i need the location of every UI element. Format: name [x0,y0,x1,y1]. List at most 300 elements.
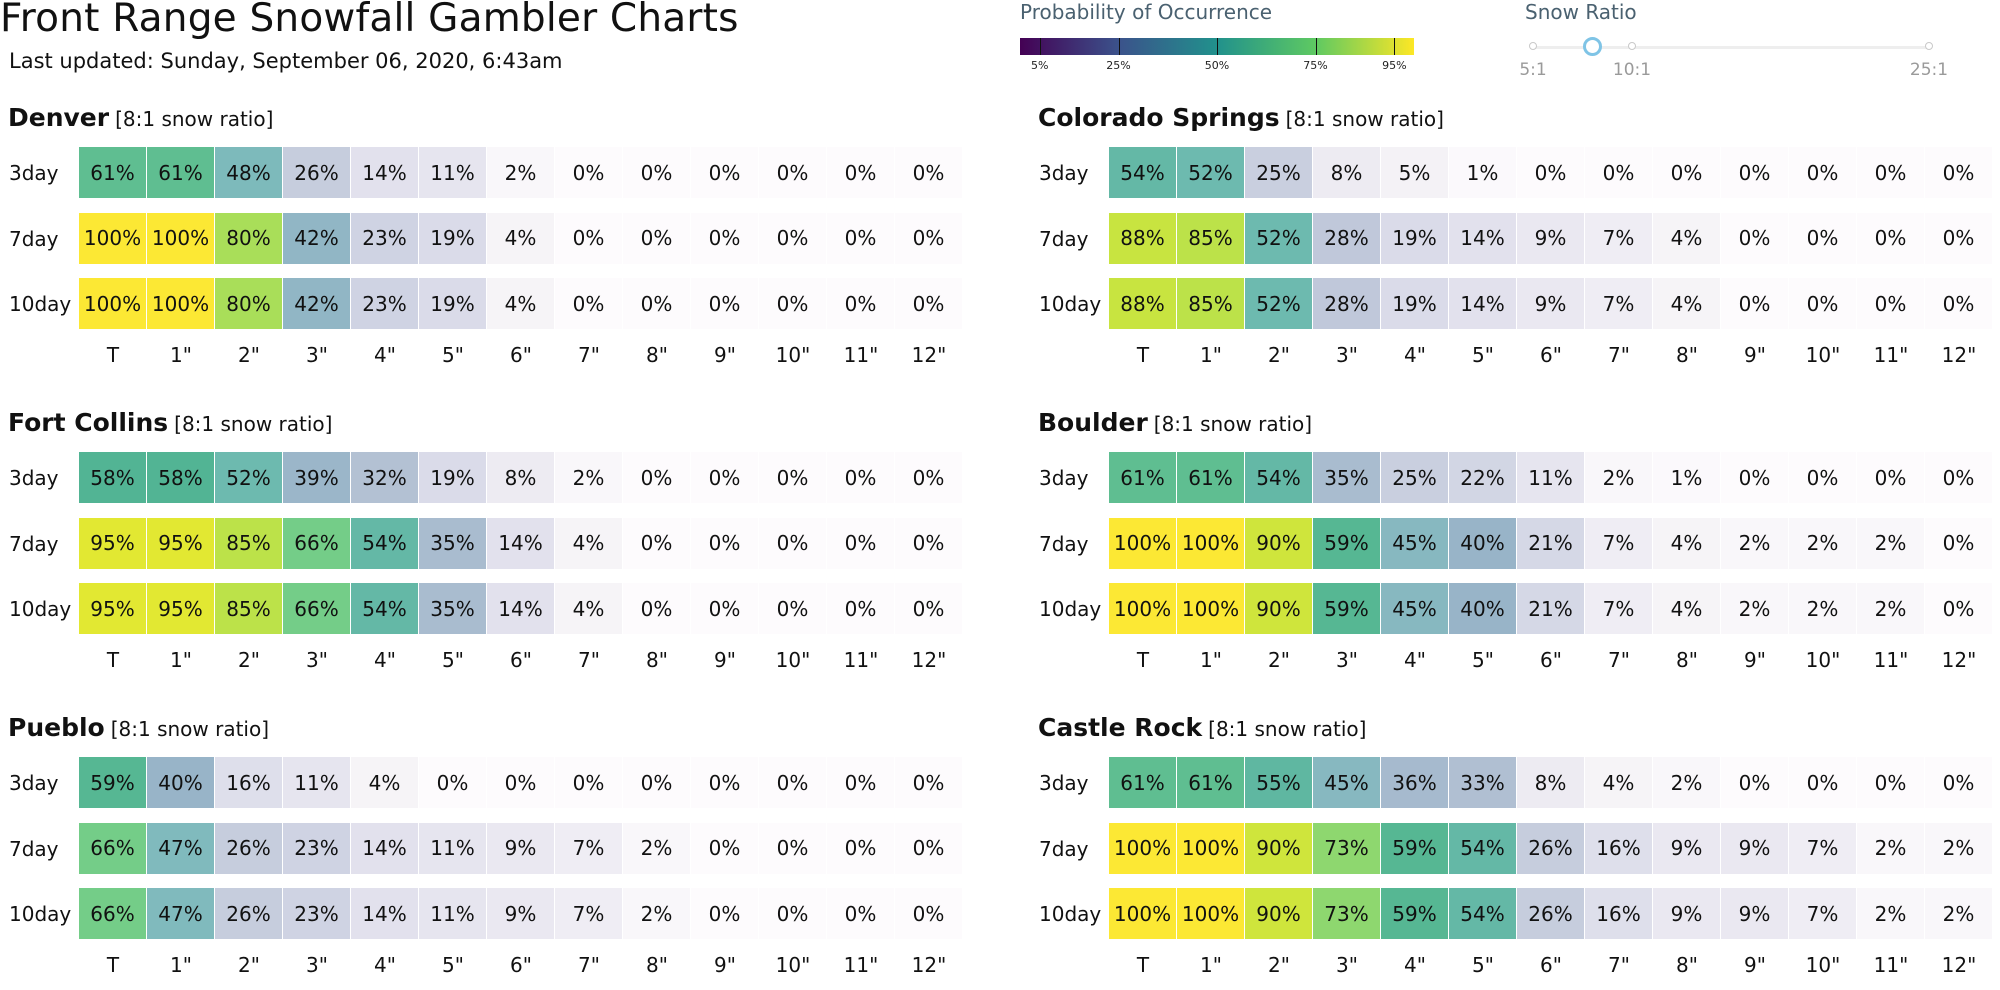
x-axis-label: 10" [1805,343,1841,367]
x-axis-label: 1" [170,343,192,367]
heatmap-cell: 0% [895,823,963,874]
heatmap-cell: 58% [79,452,147,503]
heatmap-cell: 11% [283,757,351,808]
heatmap-cell: 2% [1721,518,1789,569]
x-axis-label: 9" [1744,648,1766,672]
heatmap-cell: 14% [1449,213,1517,264]
heatmap-cell: 19% [419,213,487,264]
row-label: 10day [9,902,72,926]
heatmap-cell: 0% [1857,757,1925,808]
heatmap-cell: 85% [215,583,283,634]
heatmap-cell: 100% [147,278,215,329]
heatmap-cell: 2% [1925,823,1993,874]
x-axis-label: T [106,343,120,367]
heatmap-cell: 100% [1177,583,1245,634]
heatmap-cell: 0% [895,518,963,569]
x-axis-label: 1" [170,648,192,672]
heatmap-cell: 19% [1381,213,1449,264]
x-axis-label: 8" [1676,343,1698,367]
heatmap-cell: 100% [79,213,147,264]
heatmap-cell: 100% [1109,518,1177,569]
heatmap-cell: 8% [1517,757,1585,808]
heatmap-cell: 0% [1857,278,1925,329]
heatmap-cell: 0% [1925,757,1993,808]
heatmap-cell: 0% [691,583,759,634]
heatmap-cell: 0% [827,583,895,634]
heatmap-cell: 1% [1653,452,1721,503]
city-name: Boulder [1038,408,1148,437]
heatmap-cell: 66% [283,518,351,569]
heatmap-cell: 2% [1857,823,1925,874]
heatmap-cell: 2% [1857,518,1925,569]
heatmap-cell: 0% [895,213,963,264]
heatmap-cell: 0% [1925,518,1993,569]
page-title: Front Range Snowfall Gambler Charts [0,0,739,41]
heatmap-cell: 0% [895,278,963,329]
heatmap-cell: 61% [79,147,147,198]
heatmap-cell: 61% [1109,452,1177,503]
heatmap-cell: 2% [555,452,623,503]
heatmap-cell: 0% [555,213,623,264]
heatmap-cell: 0% [691,452,759,503]
heatmap-cell: 2% [1789,518,1857,569]
heatmap-cell: 11% [419,147,487,198]
row-label: 3day [9,161,59,185]
heatmap-cell: 35% [419,583,487,634]
heatmap-cell: 0% [827,518,895,569]
city-name: Denver [8,103,110,132]
heatmap-cell: 0% [1857,147,1925,198]
heatmap-cell: 0% [759,583,827,634]
heatmap-cell: 0% [1925,147,1993,198]
heatmap-cell: 0% [895,757,963,808]
heatmap-cell: 0% [419,757,487,808]
heatmap-cell: 8% [487,452,555,503]
x-axis-label: T [1136,343,1150,367]
x-axis-label: 2" [238,648,260,672]
city-name: Colorado Springs [1038,103,1280,132]
panel-title [8,103,273,132]
x-axis-label: 6" [1540,343,1562,367]
x-axis-label: 12" [911,343,947,367]
heatmap-cell: 61% [1177,452,1245,503]
heatmap-cell: 59% [1313,518,1381,569]
x-axis-label: 4" [1404,953,1426,977]
heatmap-cell: 40% [147,757,215,808]
row-label: 10day [1039,292,1102,316]
heatmap-cell: 0% [895,583,963,634]
heatmap-cell: 4% [1653,518,1721,569]
heatmap-cell: 4% [1653,278,1721,329]
heatmap-cell: 2% [623,888,691,939]
heatmap-cell: 2% [487,147,555,198]
x-axis-label: 8" [1676,648,1698,672]
heatmap-cell: 52% [1177,147,1245,198]
heatmap-cell: 9% [1653,888,1721,939]
heatmap-cell: 0% [827,147,895,198]
heatmap-cell: 0% [691,147,759,198]
x-axis-label: T [106,953,120,977]
heatmap-cell: 0% [759,278,827,329]
x-axis-label: 4" [374,953,396,977]
heatmap-cell: 35% [419,518,487,569]
heatmap-cell: 4% [555,518,623,569]
x-axis-label: 8" [1676,953,1698,977]
heatmap-cell: 52% [215,452,283,503]
snow-ratio-label: 5:1 [1519,60,1547,80]
heatmap-cell: 25% [1381,452,1449,503]
x-axis-label: 6" [1540,953,1562,977]
heatmap-cell: 0% [691,888,759,939]
heatmap-cell: 100% [1177,823,1245,874]
heatmap-cell: 14% [487,583,555,634]
heatmap-panel [0,610,1000,977]
row-label: 7day [1039,226,1089,251]
heatmap-cell: 0% [1925,583,1993,634]
snow-ratio-note: [8:1 snow ratio] [1285,107,1444,131]
heatmap-cell: 19% [419,278,487,329]
x-axis-label: 2" [238,953,260,977]
heatmap-cell: 14% [351,823,419,874]
heatmap-cell: 0% [623,757,691,808]
heatmap-cell: 88% [1109,278,1177,329]
heatmap-cell: 90% [1245,888,1313,939]
heatmap-cell: 45% [1313,757,1381,808]
heatmap-cell: 0% [1925,213,1993,264]
heatmap-cell: 54% [1109,147,1177,198]
heatmap-cell: 26% [283,147,351,198]
x-axis-label: 9" [714,343,736,367]
heatmap-cell: 0% [827,888,895,939]
x-axis-label: 5" [1472,953,1494,977]
heatmap-cell: 2% [1789,583,1857,634]
heatmap-cell: 2% [1925,888,1993,939]
heatmap-cell: 95% [147,518,215,569]
heatmap-cell: 59% [1313,583,1381,634]
heatmap-cell: 2% [1585,452,1653,503]
heatmap-cell: 26% [215,823,283,874]
heatmap-cell: 0% [487,757,555,808]
heatmap-cell: 0% [1517,147,1585,198]
x-axis-label: 12" [1941,953,1977,977]
x-axis-label: 9" [1744,953,1766,977]
x-axis-label: 1" [1200,648,1222,672]
heatmap-cell: 61% [147,147,215,198]
x-axis-label: 1" [1200,343,1222,367]
heatmap-cell: 4% [555,583,623,634]
legend-title: Probability of Occurrence [1020,0,1273,24]
heatmap-cell: 80% [215,278,283,329]
x-axis-label: T [1136,953,1150,977]
heatmap-cell: 0% [691,823,759,874]
heatmap-cell: 2% [1857,888,1925,939]
x-axis-label: 5" [442,343,464,367]
heatmap-cell: 40% [1449,518,1517,569]
heatmap-cell: 0% [1925,278,1993,329]
heatmap-cell: 0% [827,757,895,808]
x-axis-label: 8" [646,648,668,672]
heatmap-cell: 0% [1721,757,1789,808]
heatmap-cell: 7% [555,888,623,939]
heatmap-cell: 0% [1857,452,1925,503]
heatmap-cell: 9% [1721,823,1789,874]
heatmap-cell: 4% [487,213,555,264]
heatmap-cell: 2% [1857,583,1925,634]
x-axis-label: 2" [1268,953,1290,977]
heatmap-cell: 58% [147,452,215,503]
x-axis-label: 10" [775,953,811,977]
legend-tick-label: 95% [1382,59,1407,72]
heatmap-cell: 14% [1449,278,1517,329]
heatmap-cell: 14% [351,147,419,198]
x-axis-label: 7" [1608,648,1630,672]
heatmap-cell: 2% [1721,583,1789,634]
heatmap-cell: 9% [487,888,555,939]
heatmap-cell: 19% [419,452,487,503]
row-label: 10day [1039,902,1102,926]
x-axis-label: 9" [1744,343,1766,367]
heatmap-cell: 0% [623,583,691,634]
heatmap-cell: 4% [351,757,419,808]
heatmap-cell: 88% [1109,213,1177,264]
heatmap-cell: 23% [283,888,351,939]
x-axis-label: 3" [306,648,328,672]
snow-ratio-note: [8:1 snow ratio] [110,717,270,741]
heatmap-cell: 66% [283,583,351,634]
heatmap-cell: 7% [1585,278,1653,329]
heatmap-cell: 4% [1585,757,1653,808]
heatmap-cell: 4% [1653,583,1721,634]
x-axis-label: 3" [1336,953,1358,977]
heatmap-cell: 16% [215,757,283,808]
heatmap-cell: 36% [1381,757,1449,808]
legend-tick-label: 5% [1030,59,1049,72]
panel-title [8,408,332,437]
x-axis-label: 12" [911,648,947,672]
heatmap-cell: 95% [79,518,147,569]
row-label: 3day [9,466,59,490]
heatmap-cell: 90% [1245,823,1313,874]
x-axis-label: 5" [442,953,464,977]
heatmap-panel [0,0,1000,367]
heatmap-cell: 9% [1517,213,1585,264]
heatmap-cell: 0% [759,213,827,264]
heatmap-cell: 61% [1177,757,1245,808]
snow-ratio-label: 25:1 [1909,60,1949,80]
x-axis-label: 11" [1873,343,1909,367]
heatmap-cell: 0% [827,452,895,503]
heatmap-cell: 54% [1449,823,1517,874]
x-axis-label: 7" [1608,343,1630,367]
heatmap-cell: 0% [895,452,963,503]
x-axis-label: 4" [1404,648,1426,672]
heatmap-cell: 16% [1585,823,1653,874]
heatmap-cell: 21% [1517,518,1585,569]
heatmap-cell: 7% [1585,213,1653,264]
heatmap-cell: 0% [1857,213,1925,264]
heatmap-cell: 95% [147,583,215,634]
x-axis-label: 3" [1336,648,1358,672]
city-name: Fort Collins [8,408,169,437]
x-axis-label: 2" [1268,648,1290,672]
heatmap-cell: 100% [1109,583,1177,634]
row-label: 3day [1039,771,1089,795]
heatmap-cell: 100% [1177,888,1245,939]
heatmap-cell: 0% [623,452,691,503]
city-name: Castle Rock [1038,713,1203,742]
heatmap-cell: 0% [895,888,963,939]
heatmap-cell: 0% [759,757,827,808]
heatmap-cell: 73% [1313,823,1381,874]
heatmap-cell: 80% [215,213,283,264]
heatmap-cell: 22% [1449,452,1517,503]
x-axis-label: 12" [911,953,947,977]
x-axis-label: 4" [374,648,396,672]
panel-title [1038,408,1312,437]
heatmap-cell: 23% [351,278,419,329]
heatmap-cell: 0% [691,213,759,264]
heatmap-cell: 0% [827,278,895,329]
row-label: 10day [9,597,72,621]
heatmap-cell: 23% [351,213,419,264]
heatmap-cell: 14% [487,518,555,569]
x-axis-label: T [1136,648,1150,672]
heatmap-cell: 2% [1653,757,1721,808]
heatmap-cell: 0% [1721,278,1789,329]
heatmap-cell: 26% [215,888,283,939]
heatmap-cell: 0% [1721,147,1789,198]
x-axis-label: 3" [306,953,328,977]
heatmap-panel [1030,610,2000,977]
heatmap-cell: 11% [1517,452,1585,503]
heatmap-cell: 0% [1789,757,1857,808]
heatmap-cell: 0% [759,147,827,198]
heatmap-cell: 0% [691,518,759,569]
heatmap-cell: 42% [283,278,351,329]
heatmap-cell: 25% [1245,147,1313,198]
heatmap-cell: 0% [759,518,827,569]
heatmap-cell: 47% [147,823,215,874]
panel-title [8,713,269,742]
heatmap-cell: 2% [623,823,691,874]
heatmap-cell: 7% [555,823,623,874]
row-label: 3day [1039,466,1089,490]
heatmap-cell: 73% [1313,888,1381,939]
heatmap-cell: 1% [1449,147,1517,198]
heatmap-cell: 9% [487,823,555,874]
heatmap-cell: 47% [147,888,215,939]
row-label: 7day [9,836,59,861]
city-name: Pueblo [8,713,105,742]
heatmap-cell: 90% [1245,583,1313,634]
heatmap-cell: 54% [1245,452,1313,503]
x-axis-label: 5" [1472,648,1494,672]
x-axis-label: 11" [1873,953,1909,977]
x-axis-label: 5" [1472,343,1494,367]
heatmap-cell: 85% [1177,213,1245,264]
heatmap-cell: 66% [79,888,147,939]
heatmap-cell: 54% [351,583,419,634]
x-axis-label: 6" [510,343,532,367]
heatmap-cell: 0% [1789,452,1857,503]
x-axis-label: 4" [374,343,396,367]
heatmap-cell: 45% [1381,583,1449,634]
x-axis-label: 1" [1200,953,1222,977]
heatmap-cell: 11% [419,823,487,874]
x-axis-label: 11" [843,953,879,977]
heatmap-cell: 9% [1721,888,1789,939]
x-axis-label: 9" [714,953,736,977]
x-axis-label: 4" [1404,343,1426,367]
row-label: 10day [9,292,72,316]
row-label: 7day [1039,836,1089,861]
heatmap-cell: 100% [79,278,147,329]
heatmap-cell: 0% [555,757,623,808]
heatmap-cell: 19% [1381,278,1449,329]
snow-ratio-note: [8:1 snow ratio] [1153,412,1313,436]
x-axis-label: 7" [1608,953,1630,977]
heatmap-cell: 100% [147,213,215,264]
heatmap-cell: 66% [79,823,147,874]
panel-title [1038,103,1444,132]
heatmap-cell: 48% [215,147,283,198]
heatmap-cell: 0% [1789,213,1857,264]
heatmap-cell: 52% [1245,213,1313,264]
x-axis-label: 7" [578,343,600,367]
heatmap-cell: 7% [1789,823,1857,874]
heatmap-cell: 4% [487,278,555,329]
heatmap-cell: 100% [1177,518,1245,569]
heatmap-cell: 0% [1721,213,1789,264]
heatmap-cell: 5% [1381,147,1449,198]
heatmap-cell: 11% [419,888,487,939]
x-axis-label: 8" [646,343,668,367]
heatmap-cell: 35% [1313,452,1381,503]
x-axis-label: 1" [170,953,192,977]
x-axis-label: 12" [1941,648,1977,672]
x-axis-label: 6" [510,953,532,977]
x-axis-label: 5" [442,648,464,672]
x-axis-label: 10" [775,648,811,672]
x-axis-label: T [106,648,120,672]
heatmap-cell: 7% [1585,583,1653,634]
x-axis-label: 6" [510,648,532,672]
row-label: 7day [1039,531,1089,556]
heatmap-cell: 0% [827,823,895,874]
heatmap-cell: 14% [351,888,419,939]
x-axis-label: 12" [1941,343,1977,367]
x-axis-label: 3" [1336,343,1358,367]
heatmap-cell: 39% [283,452,351,503]
heatmap-cell: 26% [1517,888,1585,939]
heatmap-cell: 0% [555,278,623,329]
heatmap-cell: 0% [1789,278,1857,329]
legend-tick-label: 25% [1106,59,1131,72]
heatmap-cell: 28% [1313,213,1381,264]
x-axis-label: 9" [714,648,736,672]
x-axis-label: 7" [578,648,600,672]
x-axis-label: 8" [646,953,668,977]
heatmap-cell: 7% [1789,888,1857,939]
heatmap-cell: 0% [623,213,691,264]
heatmap-cell: 0% [691,278,759,329]
heatmap-cell: 0% [1653,147,1721,198]
heatmap-cell: 8% [1313,147,1381,198]
heatmap-cell: 59% [79,757,147,808]
heatmap-cell: 85% [1177,278,1245,329]
last-updated: Last updated: Sunday, September 06, 2020, 6:43am [9,49,563,73]
heatmap-cell: 45% [1381,518,1449,569]
